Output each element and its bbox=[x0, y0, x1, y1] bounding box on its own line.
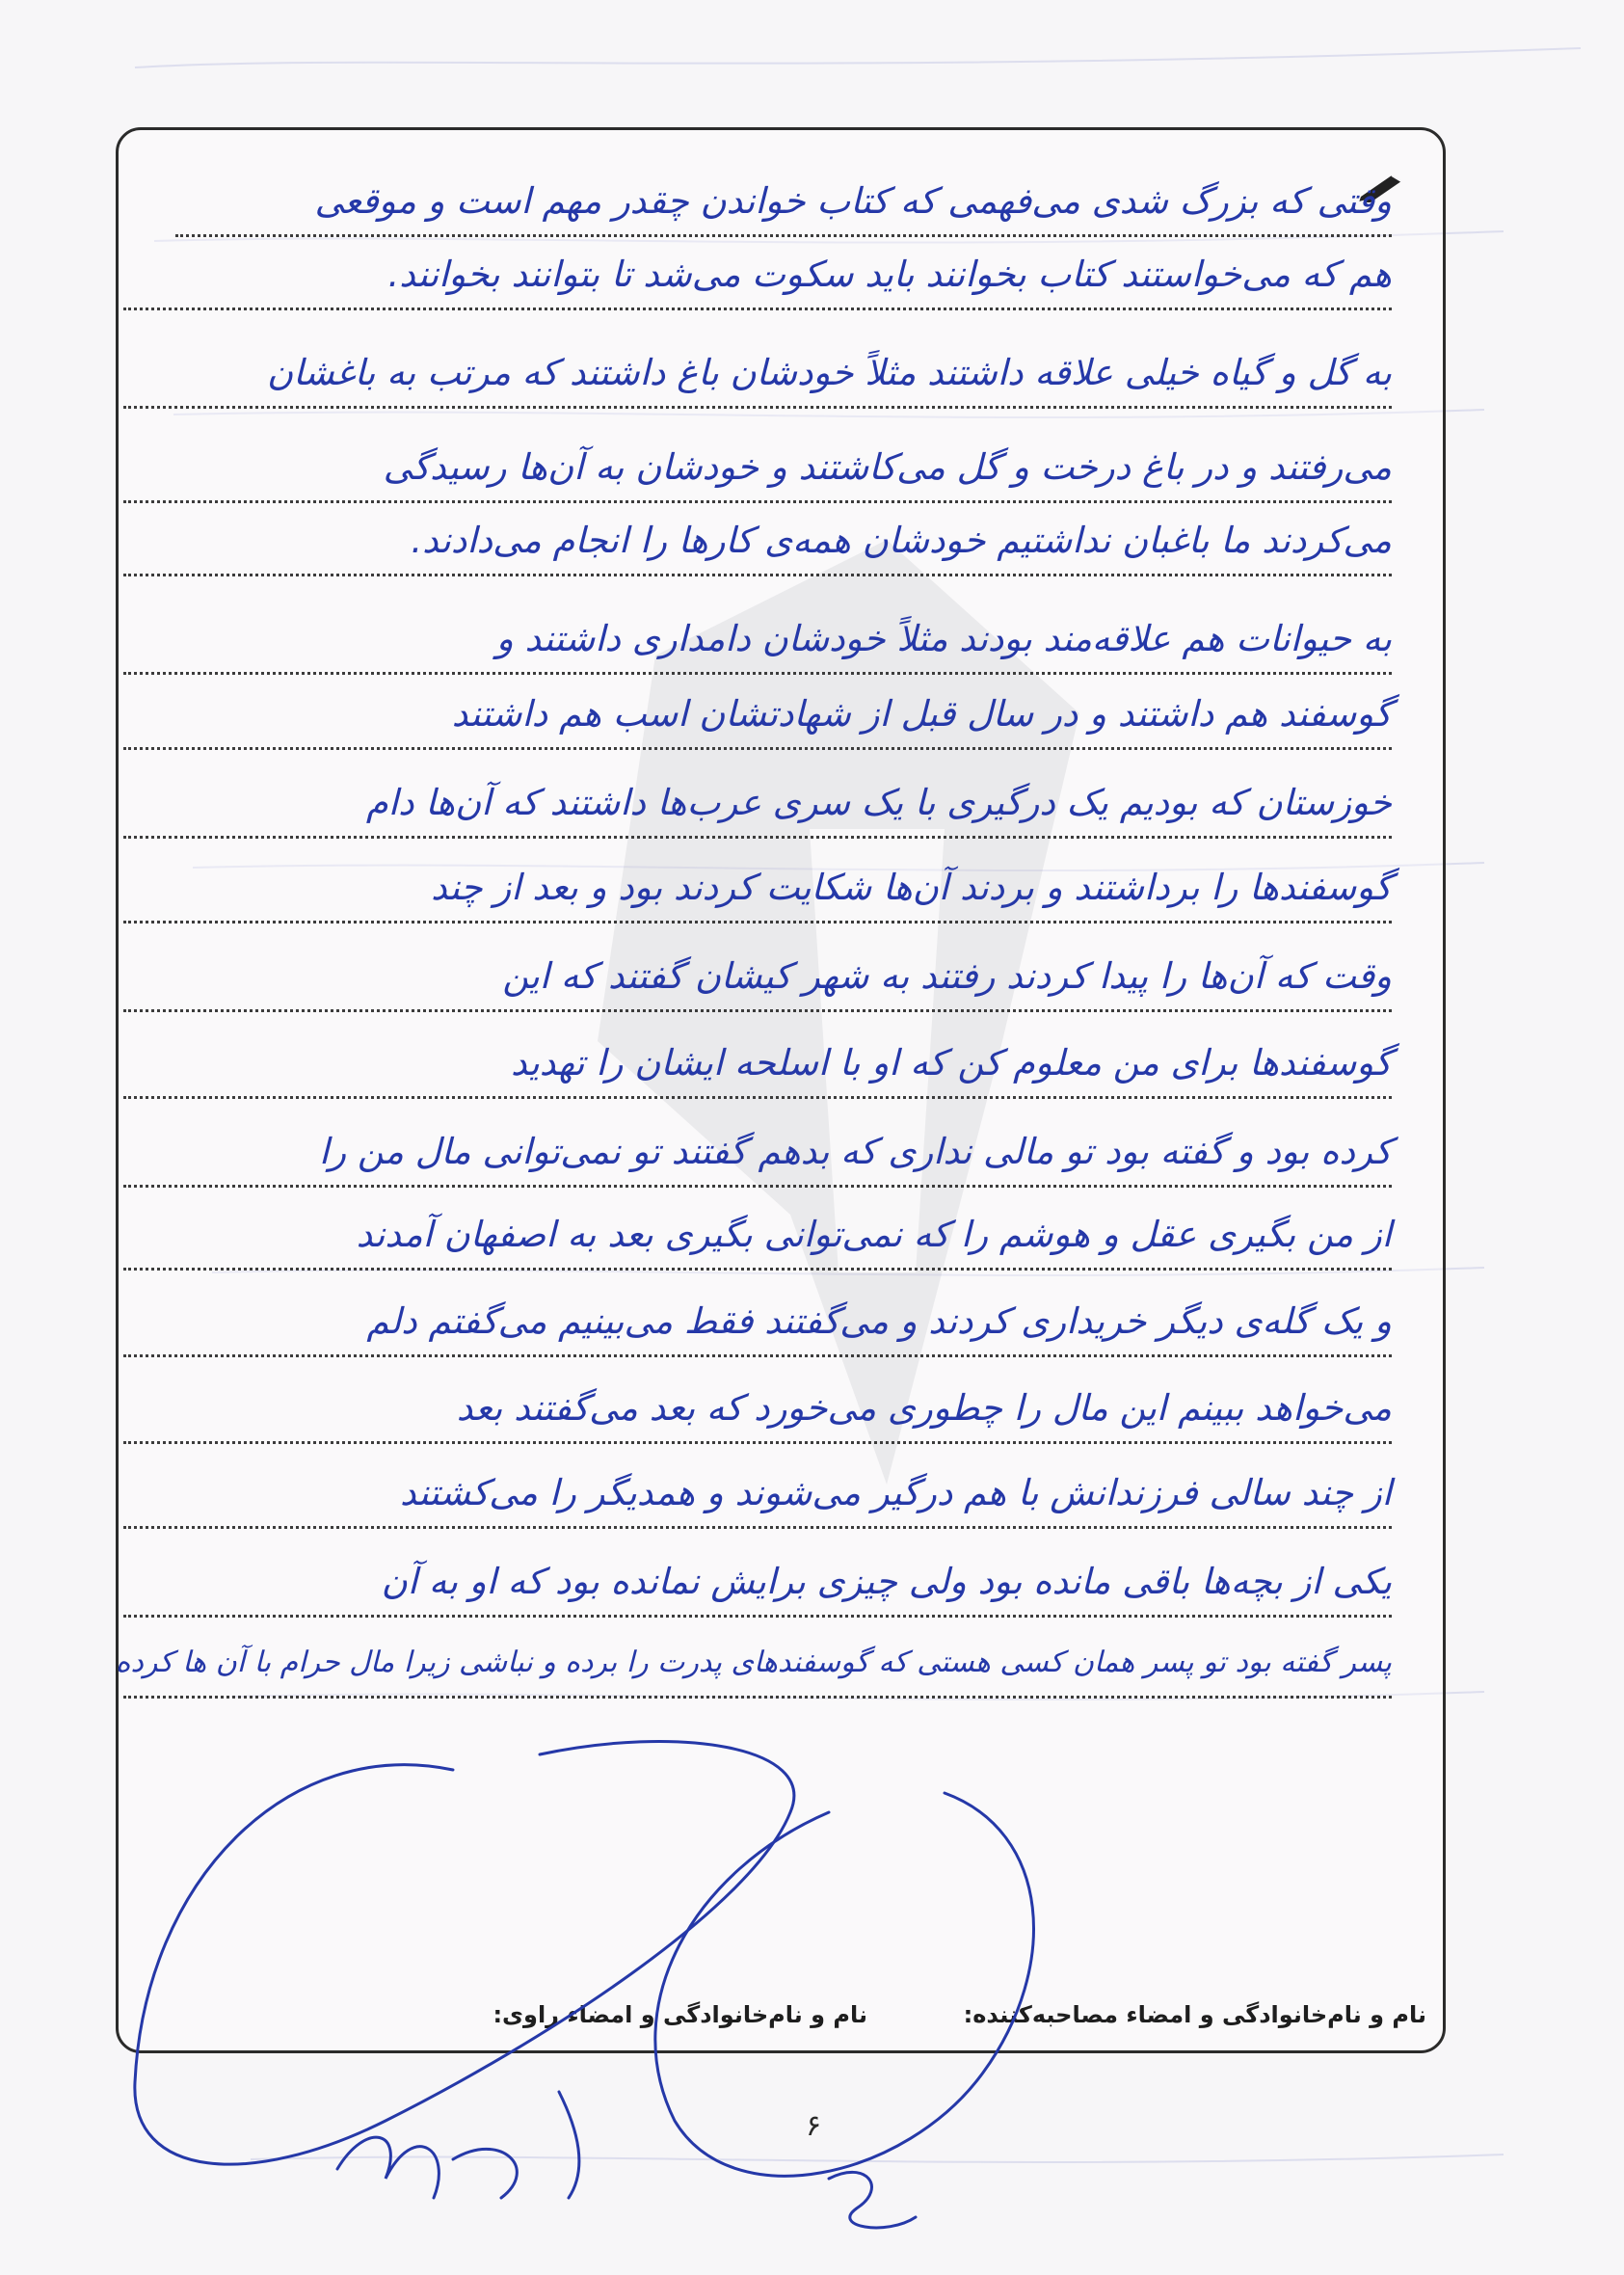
signature-loop-left bbox=[135, 1742, 794, 2165]
text-line: از چند سالی فرزندانش با هم درگیر می‌شوند و همدیگر را می‌کشتند bbox=[123, 1458, 1392, 1529]
text-line: گوسفندها را برداشتند و بردند آن‌ها شکایت کردند بود و بعد از چند bbox=[123, 852, 1392, 923]
interviewer-signature-label: نام و نام‌خانوادگی و امضاء مصاحبه‌کننده: bbox=[963, 2001, 1426, 2028]
text-line: می‌خواهد ببینم این مال را چطوری می‌خورد که بعد می‌گفتند بعد bbox=[123, 1373, 1392, 1444]
text-line: به حیوانات هم علاقه‌مند بودند مثلاً خودشان دامداری داشتند و bbox=[123, 603, 1392, 675]
text-line: گوسفندها برای من معلوم کن که او با اسلحه ایشان را تهدید bbox=[123, 1028, 1392, 1099]
text-line: خوزستان که بودیم یک درگیری با یک سری عرب‌ها داشتند که آن‌ها دام bbox=[123, 767, 1392, 839]
text-line: یکی از بچه‌ها باقی مانده بود ولی چیزی برایش نمانده بود که او به آن bbox=[123, 1546, 1392, 1618]
text-line: کرده بود و گفته بود تو مالی نداری که بدهم گفتند تو نمی‌توانی مال من را bbox=[123, 1116, 1392, 1188]
handwritten-signatures bbox=[0, 1697, 1624, 2275]
text-line: از من بگیری عقل و هوشم را که نمی‌توانی بگیری بعد به اصفهان آمدند bbox=[123, 1199, 1392, 1271]
text-line: می‌کردند ما باغبان نداشتیم خودشان همه‌ی کارها را انجام می‌دادند. bbox=[123, 505, 1392, 576]
text-line: وقت که آن‌ها را پیدا کردند رفتند به شهر کیشان گفتند که این bbox=[123, 941, 1392, 1012]
narrator-signature-label: نام و نام‌خانوادگی و امضاء راوی: bbox=[493, 2001, 867, 2028]
text-line: هم که می‌خواستند کتاب بخوانند باید سکوت می‌شد تا بتوانند بخوانند. bbox=[123, 239, 1392, 310]
text-line: و یک گله‌ی دیگر خریداری کردند و می‌گفتند فقط می‌بینیم می‌گفتم دلم bbox=[123, 1286, 1392, 1357]
signature-loop-right bbox=[655, 1793, 1034, 2176]
text-line: به گل و گیاه خیلی علاقه داشتند مثلاً خودشان باغ داشتند که مرتب به باغشان bbox=[123, 337, 1392, 409]
text-line: وقتی که بزرگ شدی می‌فهمی که کتاب خواندن چقدر مهم است و موقعی bbox=[175, 166, 1392, 237]
text-line: می‌رفتند و در باغ درخت و گل می‌کاشتند و خودشان به آن‌ها رسیدگی bbox=[123, 432, 1392, 503]
signature-scribble bbox=[337, 2092, 579, 2198]
text-line: پسر گفته بود تو پسر همان کسی هستی که گوسفندهای پدرت را برده و نباشی زیرا مال حرام با آن ها کرده bbox=[123, 1627, 1392, 1699]
page-number: ۶ bbox=[806, 2109, 822, 2143]
text-line: گوسفند هم داشتند و در سال قبل از شهادتشان اسب هم داشتند bbox=[123, 679, 1392, 750]
signature-mark bbox=[829, 2172, 916, 2227]
